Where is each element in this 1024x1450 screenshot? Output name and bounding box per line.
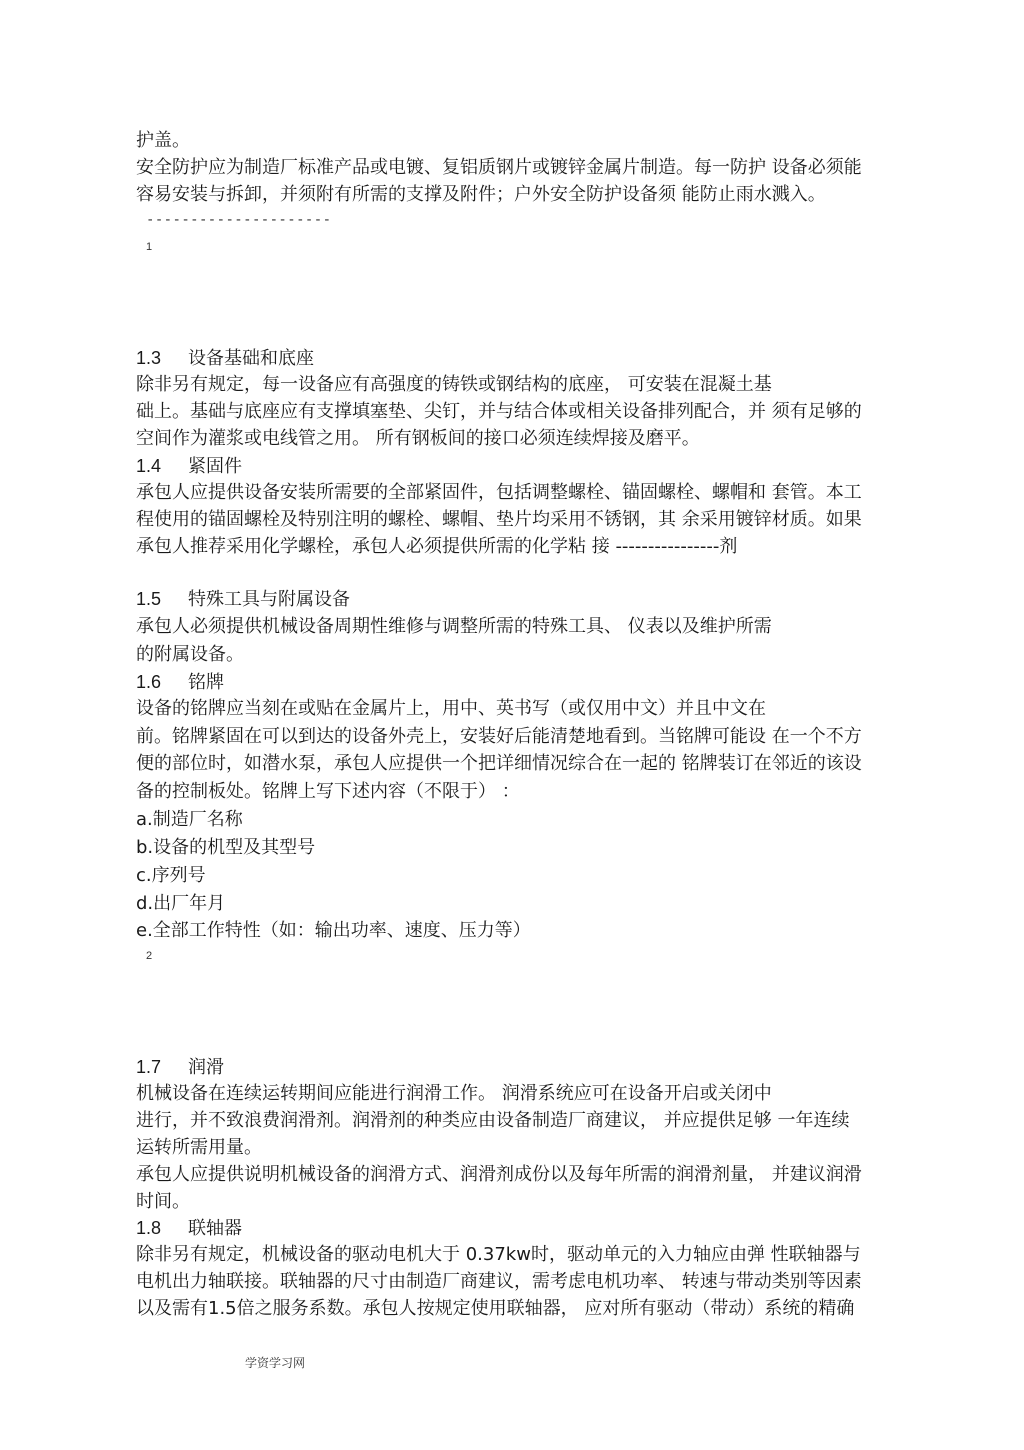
text-line: 除非另有规定，每一设备应有高强度的铸铁或钢结构的底座， 可安装在混凝土基 [136,374,772,395]
text-line: 前。铭牌紧固在可以到达的设备外壳上，安装好后能清楚地看到。当铭牌可能设 在一个不方 [136,726,862,747]
section-heading [136,1055,224,1079]
section-title: 润滑 [188,1057,224,1078]
list-item: d.出厂年月 [136,893,226,914]
text-line: 进行，并不致浪费润滑剂。润滑剂的种类应由设备制造厂商建议， 并应提供足够 一年连续 [136,1110,850,1131]
section-heading [136,670,224,694]
text-line: 空间作为灌浆或电线管之用。 所有钢板间的接口必须连续焊接及磨平。 [136,428,700,449]
text-line: 时间。 [136,1191,190,1212]
text-line: 护盖。 [136,130,190,151]
text-line: 承包人必须提供机械设备周期性维修与调整所需的特殊工具、 仪表以及维护所需 [136,616,772,637]
section-title: 紧固件 [188,456,242,477]
text-line: 容易安装与拆卸，并须附有所需的支撑及附件；户外安全防护设备须 能防止雨水溅入。 [136,184,826,205]
text-line: 电机出力轴联接。联轴器的尺寸由制造厂商建议，需考虑电机功率、 转速与带动类别等因素 [136,1271,862,1292]
section-title: 特殊工具与附属设备 [188,589,350,610]
separator-dashes: --------------------- [146,212,332,228]
section-title: 联轴器 [188,1218,242,1239]
section-heading [136,346,314,370]
section-number: 1.7 [136,1057,162,1077]
section-number: 1.4 [136,456,162,476]
page-number: 1 [146,241,153,253]
text-line: 机械设备在连续运转期间应能进行润滑工作。 润滑系统应可在设备开启或关闭中 [136,1083,772,1104]
text-line: 安全防护应为制造厂标准产品或电镀、复铝质钢片或镀锌金属片制造。每一防护 设备必须能 [136,157,862,178]
section-title: 设备基础和底座 [188,348,314,369]
text-line: 程使用的锚固螺栓及特别注明的螺栓、螺帽、垫片均采用不锈钢，其 余采用镀锌材质。如果 [136,509,862,530]
text-line: 的附属设备。 [136,644,244,665]
section-number: 1.5 [136,589,162,609]
list-item: c.序列号 [136,865,206,886]
section-number: 1.8 [136,1218,162,1238]
list-item: b.设备的机型及其型号 [136,837,316,858]
page-number: 2 [146,950,153,962]
text-line: 承包人应提供设备安装所需要的全部紧固件，包括调整螺栓、锚固螺栓、螺帽和 套管。本工 [136,482,862,503]
section-number: 1.6 [136,672,162,692]
section-title: 铭牌 [188,672,224,693]
section-heading [136,587,350,611]
text-line: 便的部位时，如潜水泵，承包人应提供一个把详细情况综合在一起的 铭牌装订在邻近的该设 [136,753,862,774]
text-line: 设备的铭牌应当刻在或贴在金属片上，用中、英书写（或仅用中文）并且中文在 [136,698,766,719]
text-line: 承包人应提供说明机械设备的润滑方式、润滑剂成份以及每年所需的润滑剂量， 并建议润滑 [136,1164,862,1185]
text-line: 承包人推荐采用化学螺栓，承包人必须提供所需的化学粘 接 ----------------剂 [136,536,738,557]
footer-watermark: 学资学习网 [245,1356,306,1370]
text-line: 运转所需用量。 [136,1137,262,1158]
text-line: 础上。基础与底座应有支撑填塞垫、尖钉，并与结合体或相关设备排列配合，并 须有足够的 [136,401,862,422]
section-heading [136,1216,242,1240]
list-item: e.全部工作特性（如：输出功率、速度、压力等） [136,920,531,941]
text-line: 备的控制板处。铭牌上写下述内容（不限于） ： [136,781,520,802]
section-number: 1.3 [136,348,162,368]
text-line: 以及需有1.5倍之服务系数。承包人按规定使用联轴器， 应对所有驱动（带动）系统的精确 [136,1298,855,1319]
text-line: 除非另有规定，机械设备的驱动电机大于 0.37kw时，驱动单元的入力轴应由弹 性联轴器与 [136,1244,861,1265]
list-item: a.制造厂名称 [136,809,243,830]
section-heading [136,454,242,478]
